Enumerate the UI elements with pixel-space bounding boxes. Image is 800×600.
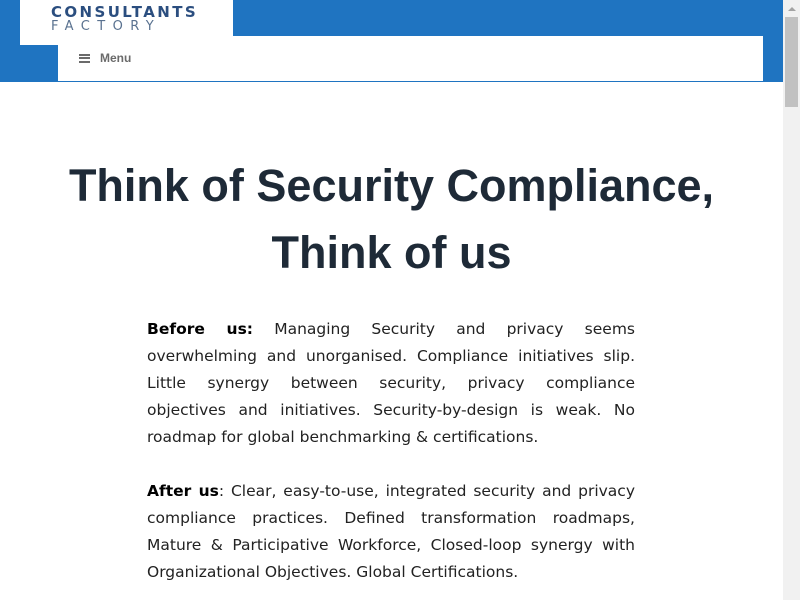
before-us-text: Managing Security and privacy seems overwhelming and unorganised. Compliance initiatives slip. Little synergy between security, privacy compliance objectives and initiatives. Security-by-design is weak. No roadmap for global benchmarking & certifications. — [147, 320, 635, 446]
menu-label: Menu — [100, 51, 132, 65]
after-us-paragraph — [147, 478, 635, 586]
before-us-paragraph — [147, 316, 635, 451]
scrollbar-thumb[interactable] — [785, 17, 798, 107]
page-title-line-2: Think of us — [271, 227, 512, 278]
menu-toggle-button[interactable] — [79, 49, 131, 67]
intro-text — [147, 316, 635, 600]
page-title-line-1: Think of Security Compliance, — [68, 160, 715, 211]
after-us-label: After us — [147, 482, 219, 500]
navigation-bar — [58, 36, 763, 81]
hamburger-menu-icon — [79, 54, 90, 63]
scroll-up-arrow-icon[interactable] — [783, 0, 800, 17]
logo-text-factory: FACTORY — [51, 19, 162, 34]
before-us-label: Before us: — [147, 320, 253, 338]
vertical-scrollbar[interactable] — [783, 0, 800, 600]
page-title — [0, 152, 783, 286]
logo-text-consultants: CONSULTANTS — [51, 3, 199, 21]
after-us-text: : Clear, easy-to-use, integrated security and privacy compliance practices. Defined transformation roadmaps, Mature & Participative Workforce, Closed-loop synergy with Organizational Objectives. Global Certifications. — [147, 482, 635, 581]
